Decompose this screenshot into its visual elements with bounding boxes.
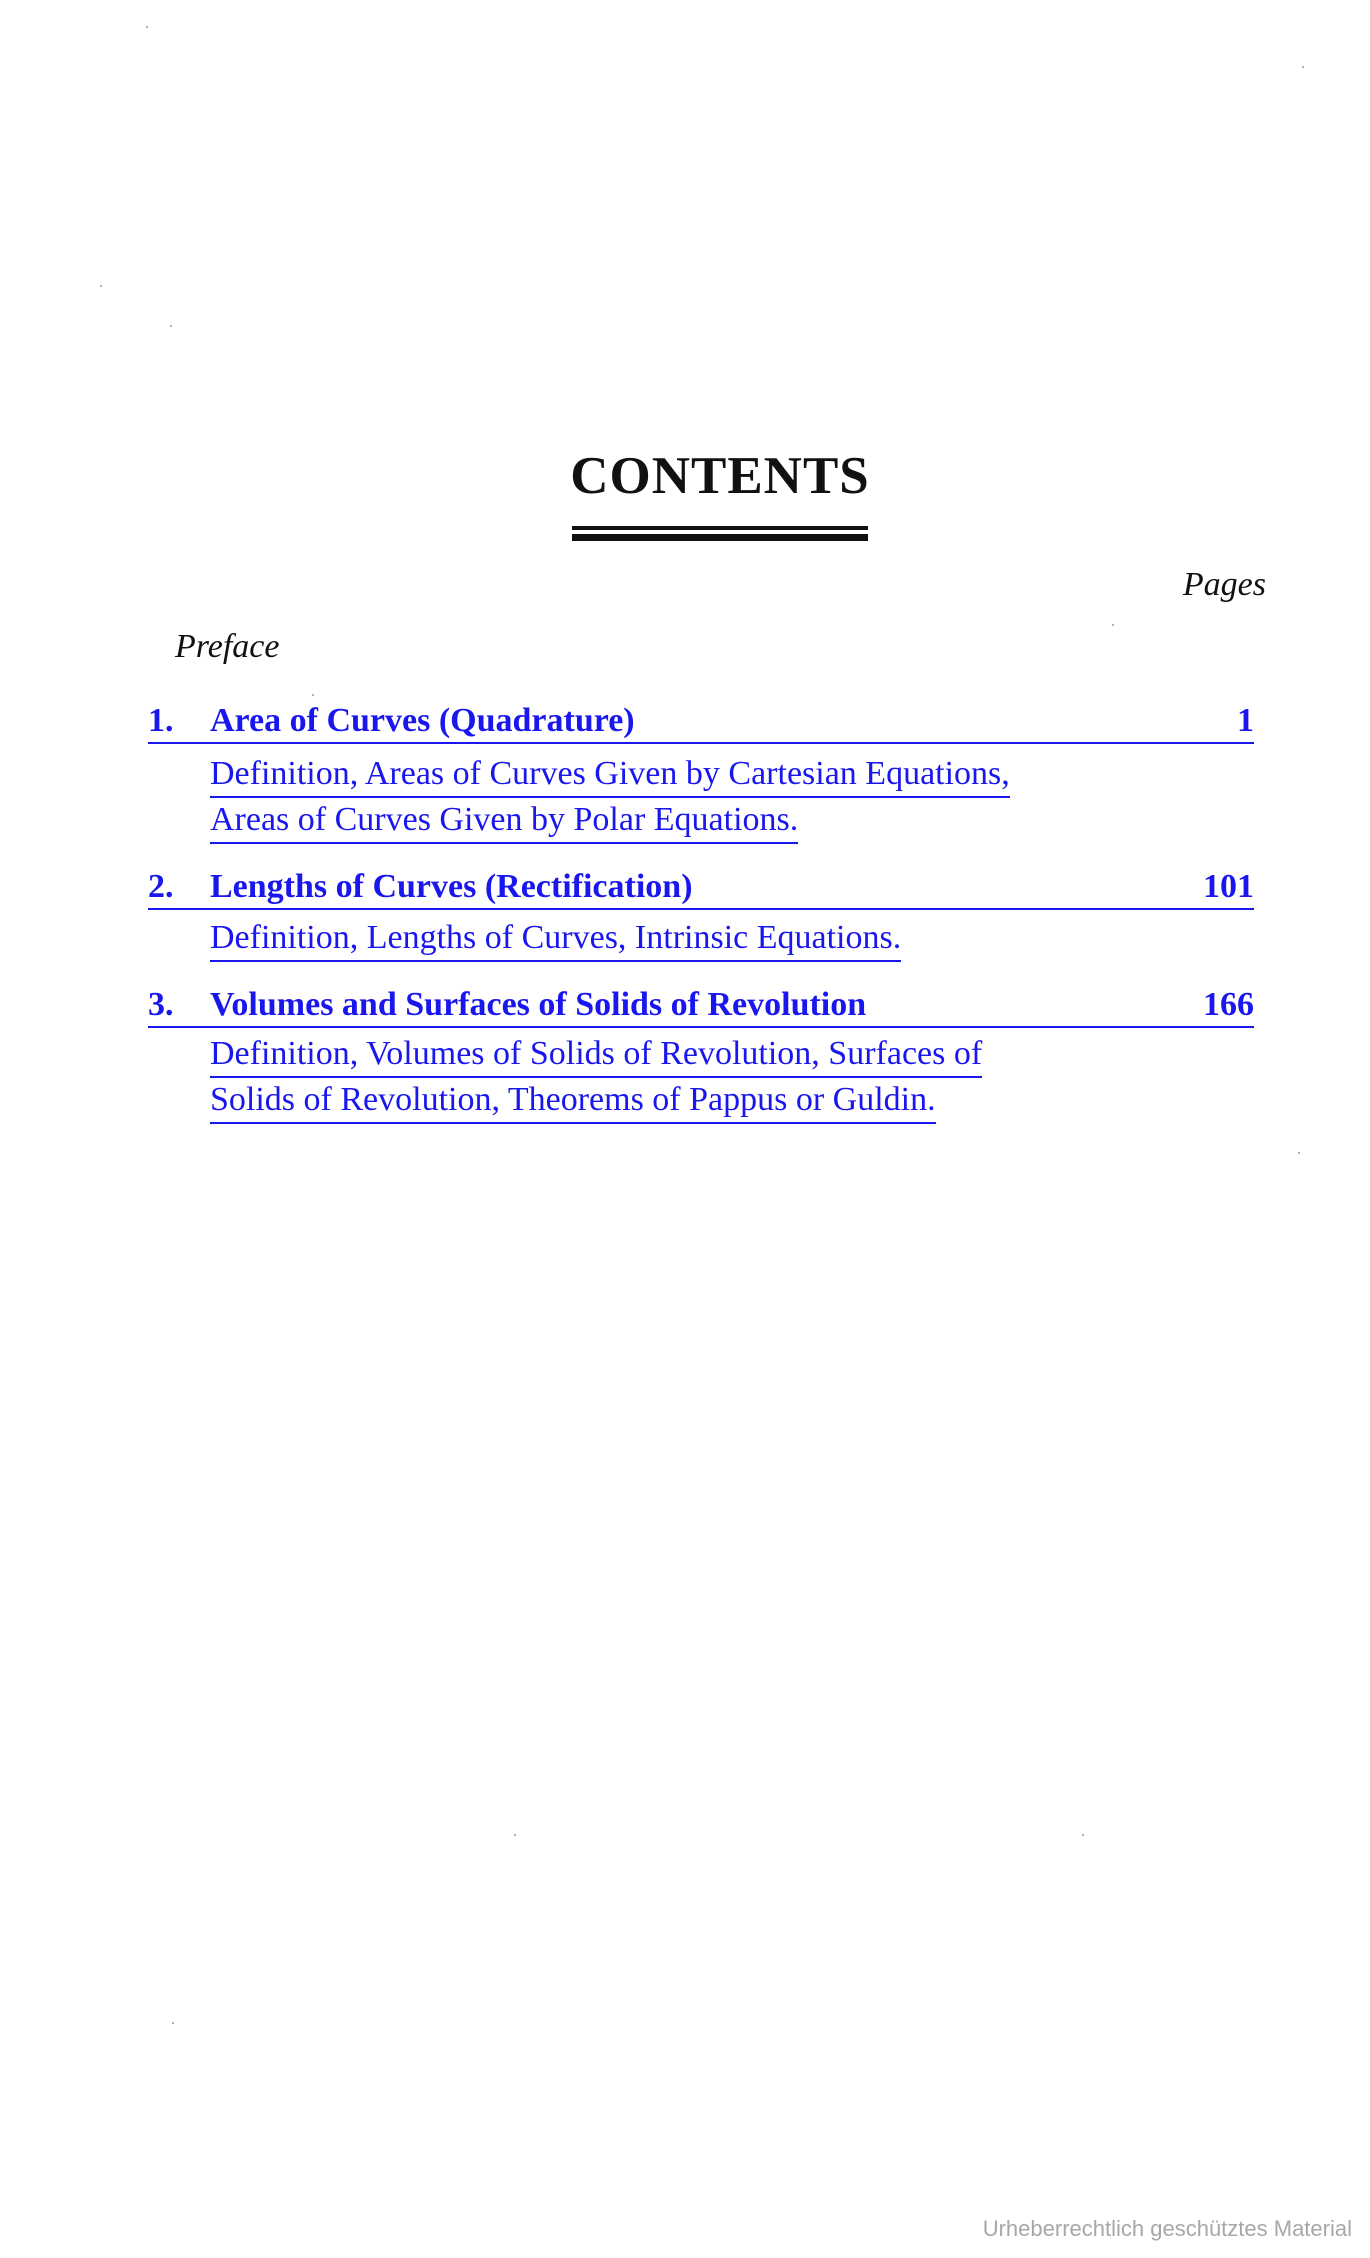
chapter-number: 1. xyxy=(148,702,174,739)
chapter-1-description-link[interactable]: Definition, Areas of Curves Given by Cartesian Equations, xyxy=(210,752,1010,798)
title-double-rule xyxy=(572,526,868,542)
scan-speck xyxy=(170,325,172,327)
chapter-page-number: 166 xyxy=(1203,986,1254,1023)
pages-column-label: Pages xyxy=(1182,566,1266,603)
chapter-page-number: 101 xyxy=(1203,868,1254,905)
preface-entry: Preface xyxy=(175,628,280,665)
scan-speck xyxy=(172,2022,174,2024)
chapter-number: 3. xyxy=(148,986,174,1023)
chapter-title: Volumes and Surfaces of Solids of Revolution xyxy=(210,986,867,1023)
page-title: CONTENTS xyxy=(570,447,870,505)
title-rule-thick xyxy=(572,534,868,541)
chapter-title: Lengths of Curves (Rectification) xyxy=(210,868,693,905)
chapter-page-number: 1 xyxy=(1237,702,1254,739)
copyright-watermark: Urheberrechtlich geschütztes Material xyxy=(982,2216,1352,2241)
chapter-2-link[interactable] xyxy=(148,860,1254,910)
scan-speck xyxy=(1302,66,1304,68)
scan-speck xyxy=(1112,624,1114,626)
chapter-number: 2. xyxy=(148,868,174,905)
chapter-1-description-link[interactable]: Areas of Curves Given by Polar Equations. xyxy=(210,798,798,844)
scan-speck xyxy=(514,1834,516,1836)
scan-speck xyxy=(1298,1152,1300,1154)
scan-speck xyxy=(146,26,148,28)
chapter-2-description-link[interactable]: Definition, Lengths of Curves, Intrinsic Equations. xyxy=(210,916,901,962)
title-rule-thin xyxy=(572,526,868,530)
chapter-3-description-link[interactable]: Definition, Volumes of Solids of Revolution, Surfaces of xyxy=(210,1032,982,1078)
scan-speck xyxy=(1082,1834,1084,1836)
chapter-1-link[interactable] xyxy=(148,694,1254,744)
chapter-3-description-link[interactable]: Solids of Revolution, Theorems of Pappus or Guldin. xyxy=(210,1078,936,1124)
scan-speck xyxy=(100,285,102,287)
chapter-title: Area of Curves (Quadrature) xyxy=(210,702,635,739)
chapter-3-link[interactable] xyxy=(148,978,1254,1028)
